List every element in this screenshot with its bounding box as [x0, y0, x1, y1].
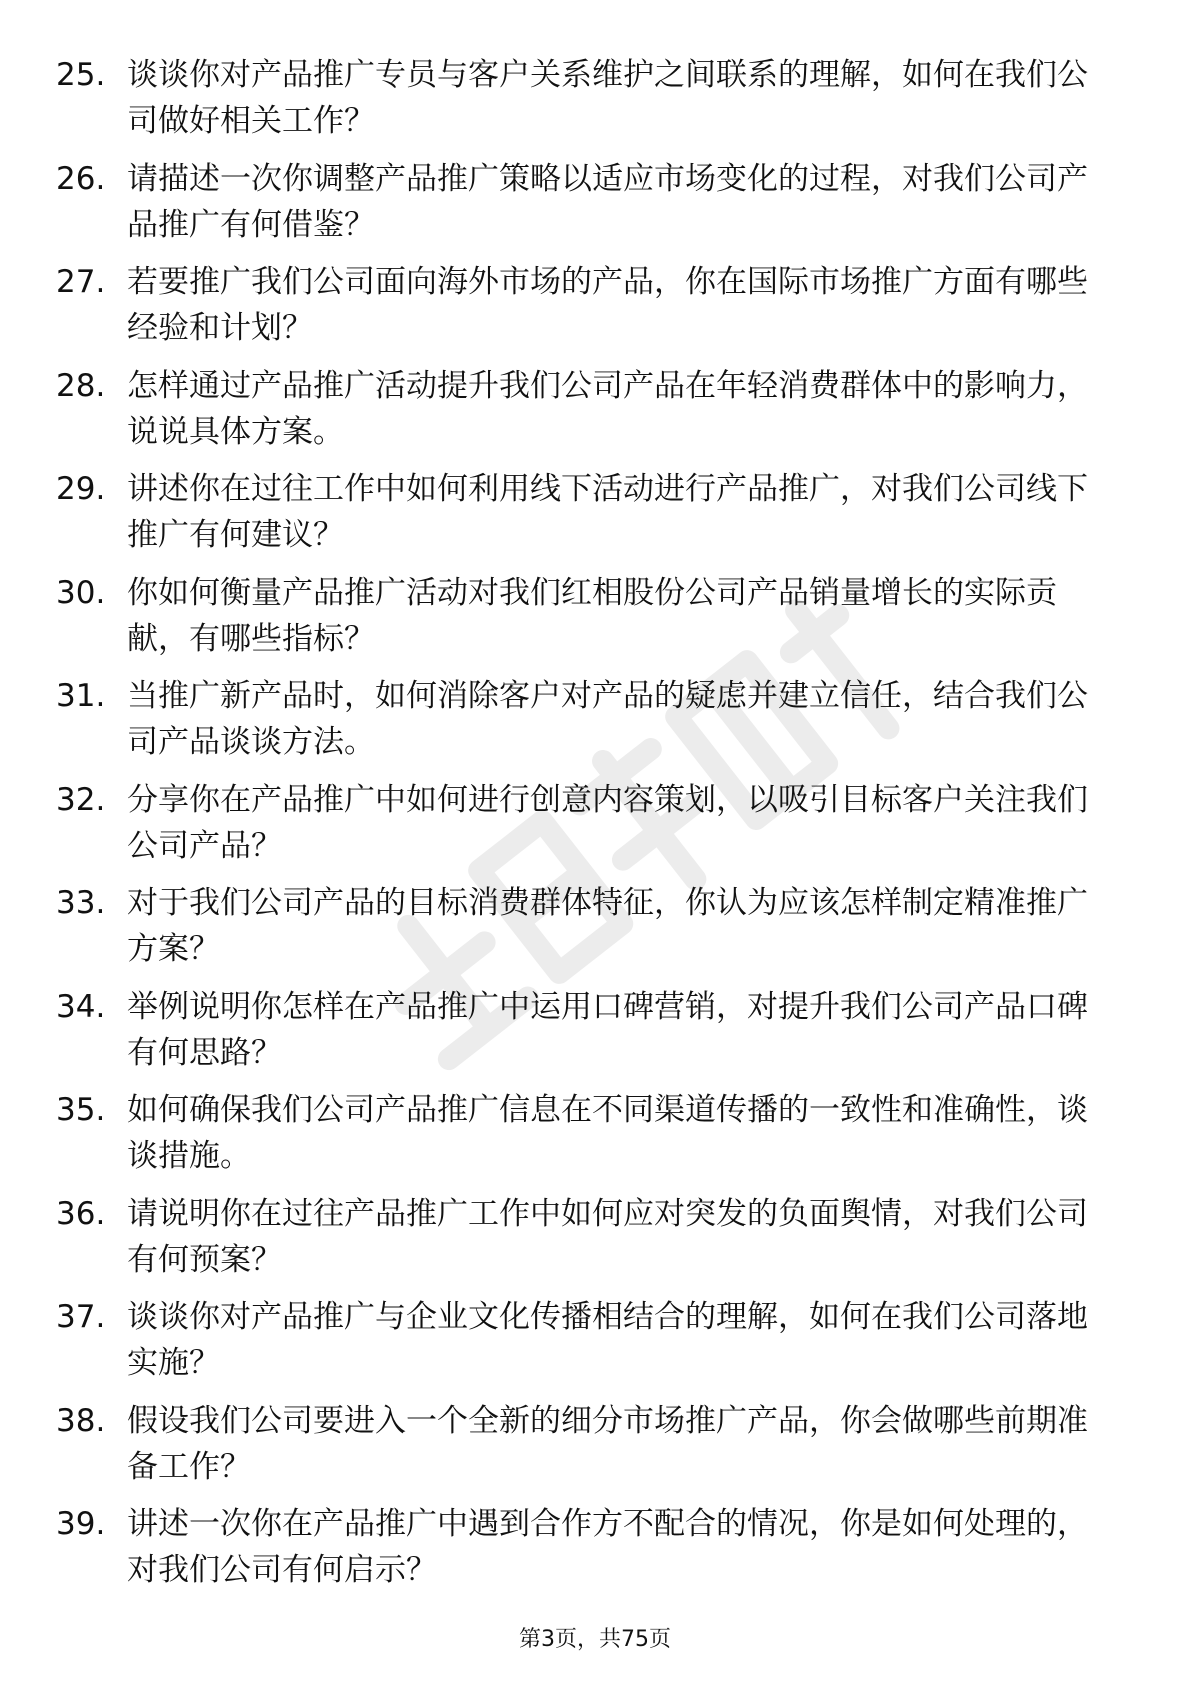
question-text: 怎样通过产品推广活动提升我们公司产品在年轻消费群体中的影响力，说说具体方案。	[127, 367, 1088, 450]
question-text: 谈谈你对产品推广专员与客户关系维护之间联系的理解，如何在我们公司做好相关工作？	[127, 57, 1088, 139]
question-item	[0, 673, 1190, 777]
question-item	[0, 570, 1190, 674]
page-footer: 第3页，共75页	[519, 1627, 671, 1652]
question-number: 26.	[56, 160, 106, 197]
question-text: 讲述你在过往工作中如何利用线下活动进行产品推广，对我们公司线下推广有何建议？	[127, 471, 1088, 553]
question-item	[0, 984, 1190, 1088]
question-number: 27.	[56, 264, 106, 300]
question-number: 38.	[56, 1402, 106, 1439]
question-text: 讲述一次你在产品推广中遇到合作方不配合的情况，你是如何处理的，对我们公司有何启示？	[127, 1506, 1088, 1588]
question-item	[0, 466, 1190, 570]
question-item	[0, 777, 1190, 881]
question-item	[0, 1087, 1190, 1191]
question-text: 假设我们公司要进入一个全新的细分市场推广产品，你会做哪些前期准备工作？	[127, 1402, 1088, 1485]
question-item	[0, 156, 1190, 260]
question-item	[0, 1398, 1190, 1502]
question-text: 请描述一次你调整产品推广策略以适应市场变化的过程，对我们公司产品推广有何借鉴？	[127, 160, 1088, 243]
question-number: 25.	[56, 57, 106, 93]
question-item	[0, 259, 1190, 363]
question-number: 33.	[56, 885, 106, 921]
question-item	[0, 1191, 1190, 1295]
question-item	[0, 1501, 1190, 1605]
question-number: 35.	[56, 1092, 106, 1128]
question-number: 28.	[56, 367, 106, 404]
question-number: 29.	[56, 471, 106, 507]
question-text: 若要推广我们公司面向海外市场的产品，你在国际市场推广方面有哪些经验和计划？	[127, 264, 1088, 346]
question-number: 31.	[56, 678, 106, 714]
question-list	[0, 52, 1190, 1605]
question-item	[0, 363, 1190, 467]
question-number: 32.	[56, 781, 106, 818]
question-text: 谈谈你对产品推广与企业文化传播相结合的理解，如何在我们公司落地实施？	[127, 1299, 1088, 1381]
question-number: 34.	[56, 988, 106, 1025]
question-number: 30.	[56, 574, 106, 611]
question-item	[0, 1294, 1190, 1398]
question-number: 36.	[56, 1195, 106, 1232]
question-text: 举例说明你怎样在产品推广中运用口碑营销，对提升我们公司产品口碑有何思路？	[127, 988, 1088, 1071]
question-text: 如何确保我们公司产品推广信息在不同渠道传播的一致性和准确性，谈谈措施。	[127, 1092, 1088, 1174]
question-text: 请说明你在过往产品推广工作中如何应对突发的负面舆情，对我们公司有何预案？	[127, 1195, 1088, 1278]
question-item	[0, 880, 1190, 984]
question-number: 37.	[56, 1299, 106, 1335]
question-text: 当推广新产品时，如何消除客户对产品的疑虑并建立信任，结合我们公司产品谈谈方法。	[127, 678, 1088, 760]
question-text: 你如何衡量产品推广活动对我们红相股份公司产品销量增长的实际贡献，有哪些指标？	[127, 574, 1057, 657]
question-text: 对于我们公司产品的目标消费群体特征，你认为应该怎样制定精准推广方案？	[127, 885, 1088, 967]
question-text: 分享你在产品推广中如何进行创意内容策划，以吸引目标客户关注我们公司产品？	[127, 781, 1088, 864]
question-number: 39.	[56, 1506, 106, 1542]
question-item	[0, 52, 1190, 156]
